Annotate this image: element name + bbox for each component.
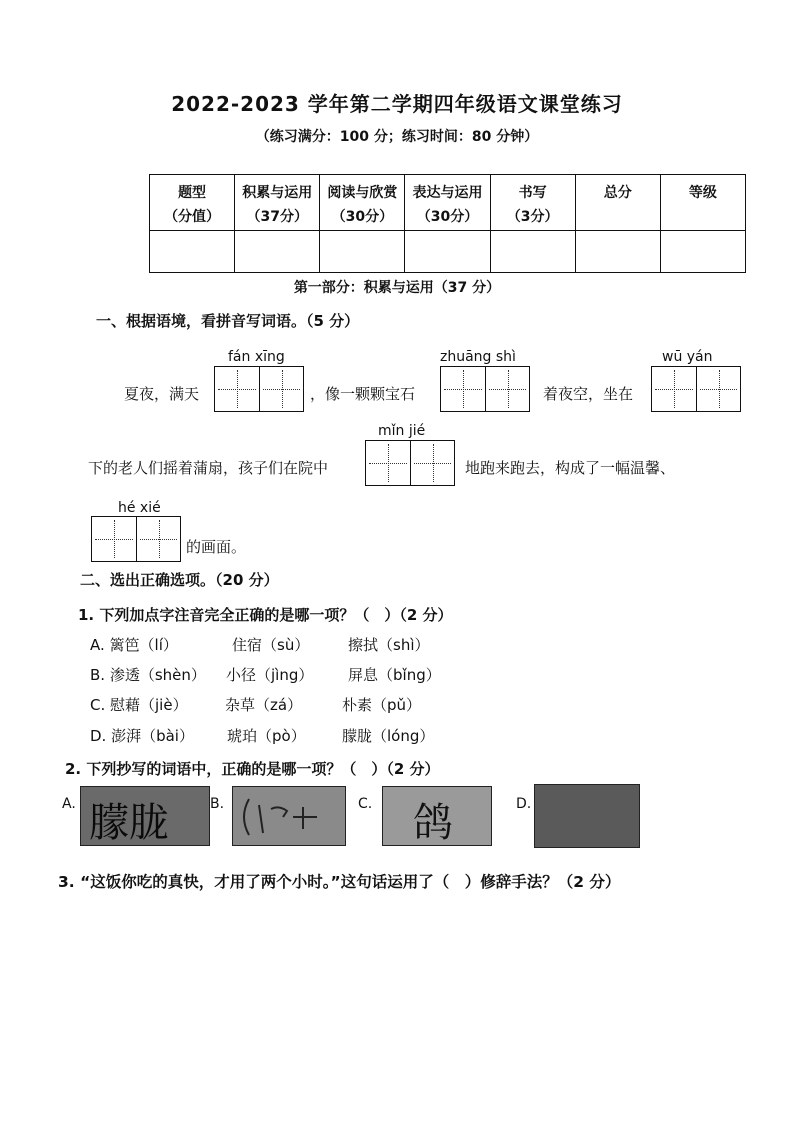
- score-header-type: 题型 （分值）: [150, 175, 235, 231]
- question-2-1-stem: 1. 下列加点字注音完全正确的是哪一项？（ ）（2 分）: [78, 606, 453, 624]
- score-header-writing: 书写 （3分）: [490, 175, 575, 231]
- question-2-2-stem: 2. 下列抄写的词语中，正确的是哪一项？（ ）（2 分）: [65, 760, 440, 778]
- option-a-2: 住宿（sù）: [232, 636, 310, 654]
- score-cell[interactable]: [490, 231, 575, 273]
- option-b-1: B. 渗透（shèn）: [90, 666, 206, 684]
- question-2-title: 二、选出正确选项。（20 分）: [80, 571, 279, 589]
- handwriting-image-a: 朦胧: [80, 786, 210, 846]
- pinyin-wuyan: wū yán: [662, 349, 713, 365]
- answer-grid-zhuangshi[interactable]: [440, 366, 530, 412]
- pinyin-zhuangshi: zhuāng shì: [440, 349, 516, 365]
- pinyin-hexie: hé xié: [118, 500, 161, 516]
- score-cell[interactable]: [320, 231, 405, 273]
- score-cell[interactable]: [405, 231, 490, 273]
- question-2-3-stem: 3. “这饭你吃的真快，才用了两个小时。”这句话运用了（ ）修辞手法？（2 分）: [58, 873, 621, 891]
- scribble-icon: [233, 787, 345, 845]
- q1-text-6: 的画面。: [186, 538, 247, 556]
- page-subtitle: （练习满分：100 分；练习时间：80 分钟）: [255, 129, 539, 145]
- option-c-3: 朴素（pǔ）: [342, 696, 422, 714]
- option-b-2: 小径（jìng）: [226, 666, 314, 684]
- score-table: [149, 174, 746, 273]
- score-header-expression: 表达与运用 （30分）: [405, 175, 490, 231]
- image-option-label-a: A.: [62, 796, 76, 812]
- score-header-accumulation: 积累与运用 （37分）: [235, 175, 320, 231]
- handwriting-image-d: [534, 784, 640, 848]
- score-header-grade: 等级: [660, 175, 745, 231]
- q1-text-1: 夏夜，满天: [124, 385, 200, 403]
- q1-text-3: 着夜空，坐在: [543, 385, 634, 403]
- score-header-total: 总分: [575, 175, 660, 231]
- score-cell[interactable]: [575, 231, 660, 273]
- q1-text-4: 下的老人们摇着蒲扇，孩子们在院中: [88, 459, 329, 477]
- section-heading: 第一部分：积累与运用（37 分）: [293, 280, 501, 296]
- option-d-2: 琥珀（pò）: [227, 727, 306, 745]
- q1-text-2: ，像一颗颗宝石: [310, 385, 416, 403]
- pinyin-fanxing: fán xīng: [228, 349, 285, 365]
- handwriting-image-b: [232, 786, 346, 846]
- option-b-3: 屏息（bǐng）: [348, 666, 441, 684]
- page-title: 2022-2023 学年第二学期四年级语文课堂练习: [171, 92, 623, 116]
- option-d-3: 朦胧（lóng）: [342, 727, 435, 745]
- answer-grid-fanxing[interactable]: [214, 366, 304, 412]
- option-c-2: 杂草（zá）: [225, 696, 303, 714]
- image-option-label-b: B.: [210, 796, 225, 812]
- option-a-1: A. 篱笆（lí）: [90, 636, 178, 654]
- pinyin-minjie: mǐn jié: [378, 423, 426, 439]
- score-cell[interactable]: [235, 231, 320, 273]
- score-cell[interactable]: [660, 231, 745, 273]
- score-header-reading: 阅读与欣赏 （30分）: [320, 175, 405, 231]
- score-cell[interactable]: [150, 231, 235, 273]
- answer-grid-minjie[interactable]: [365, 440, 455, 486]
- option-d-1: D. 澎湃（bài）: [90, 727, 194, 745]
- image-option-label-d: D.: [516, 796, 532, 812]
- option-a-3: 擦拭（shì）: [348, 636, 430, 654]
- image-option-label-c: C.: [358, 796, 373, 812]
- question-1-title: 一、根据语境，看拼音写词语。（5 分）: [96, 312, 360, 330]
- handwriting-image-c: 鸽: [382, 786, 492, 846]
- option-c-1: C. 慰藉（jiè）: [90, 696, 188, 714]
- answer-grid-hexie[interactable]: [91, 516, 181, 562]
- q1-text-5: 地跑来跑去，构成了一幅温馨、: [465, 459, 676, 477]
- answer-grid-wuyan[interactable]: [651, 366, 741, 412]
